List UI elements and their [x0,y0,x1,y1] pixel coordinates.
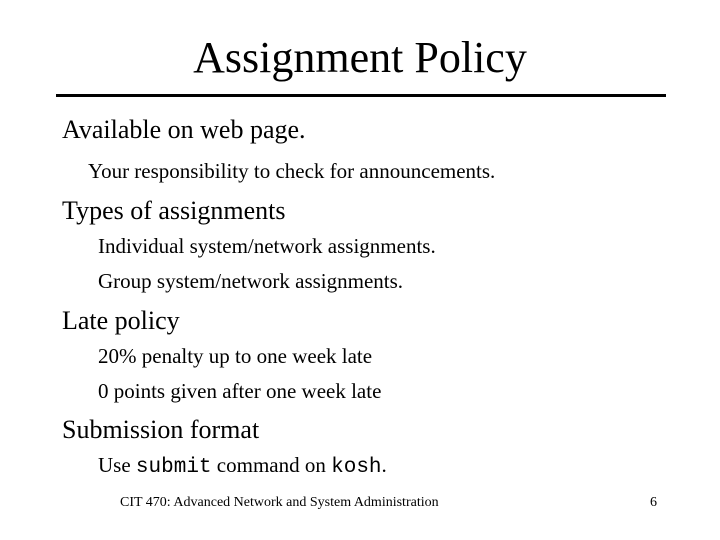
bullet-available-on-web-page: Available on web page. [62,115,306,144]
submit-command-code: submit [135,456,212,479]
page-number: 6 [650,495,657,510]
sub-bullet-zero-points: 0 points given after one week late [98,379,382,403]
sub-bullet-submit-command [98,452,387,481]
sub-bullet-announcements: Your responsibility to check for announcements. [88,159,496,183]
sub-bullet-group-assignments: Group system/network assignments. [98,269,404,293]
sub-bullet-penalty: 20% penalty up to one week late [98,344,373,368]
title-divider [56,94,666,97]
bullet-submission-format: Submission format [62,415,260,444]
footer-course-name: CIT 470: Advanced Network and System Administration [120,495,439,510]
bullet-late-policy: Late policy [62,306,180,335]
sub-bullet-individual-assignments: Individual system/network assignments. [98,234,436,258]
host-code: kosh [331,456,382,479]
bullet-types-of-assignments: Types of assignments [62,196,286,225]
submit-middle: command on [211,453,332,477]
submit-suffix: . [381,453,387,477]
submit-prefix: Use [98,453,136,477]
slide-title: Assignment Policy [193,33,527,82]
